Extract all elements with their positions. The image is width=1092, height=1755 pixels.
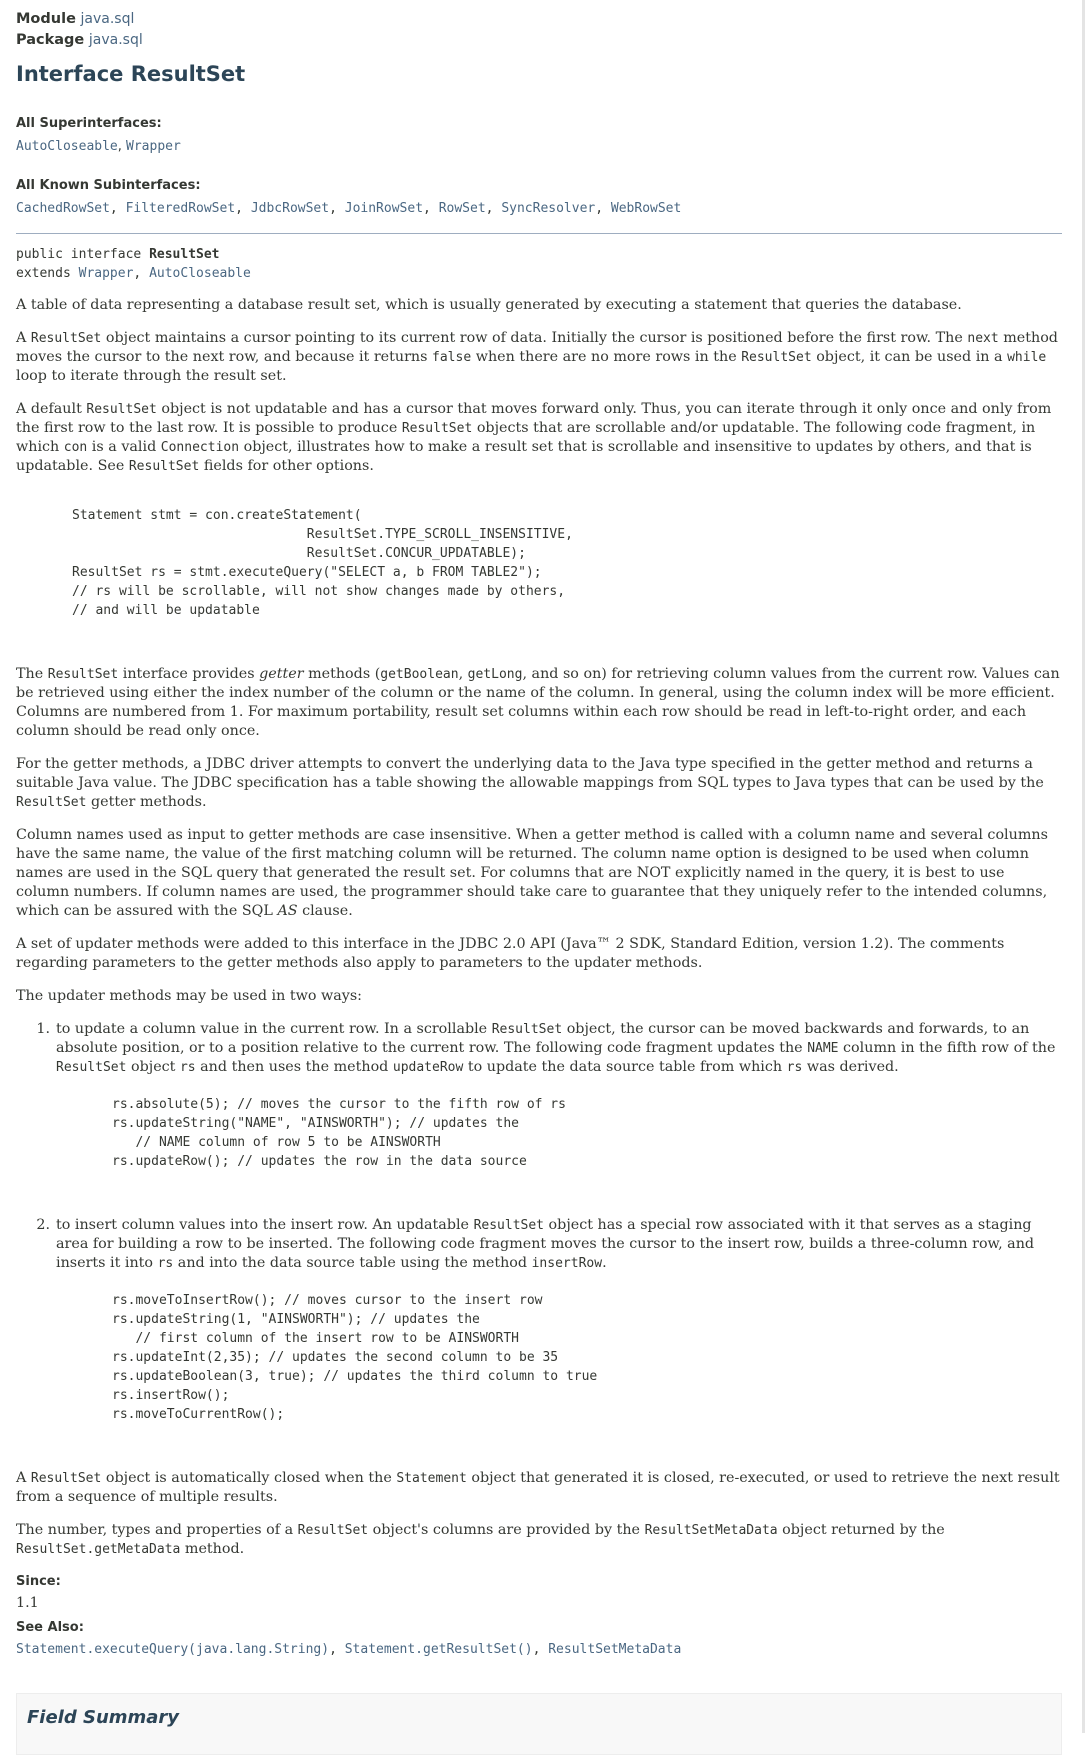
since-block — [16, 1573, 1062, 1613]
subinterfaces-list: CachedRowSet, FilteredRowSet, JdbcRowSet, JoinRowSet, RowSet, SyncResolver, WebRowSet — [16, 201, 682, 216]
extends-link[interactable]: Wrapper — [78, 266, 134, 281]
subinterface-link[interactable]: FilteredRowSet — [125, 201, 236, 216]
list-item-number: 2. — [36, 1217, 50, 1233]
see-also-link[interactable]: ResultSetMetaData — [548, 1642, 682, 1657]
superinterfaces-block — [16, 115, 1062, 157]
description-paragraph: The number, types and properties of a ResultSet object's columns are provided by the ResultSetMetaData object returned by the ResultSet.getMetaData method. — [16, 1522, 945, 1557]
subinterface-link[interactable]: JoinRowSet — [344, 201, 424, 216]
code-example: rs.moveToInsertRow(); // moves cursor to the insert row rs.updateString(1, "AINSWORTH"); // updates the // first column of the insert row to be AINSWORTH rs.updateInt(2,35); // updates the second column to be 35 rs.updateBoolean(3, true); // updates the third column to true rs.insertRow(); rs.moveToCurrentRow(); — [112, 1293, 598, 1422]
see-also-link[interactable]: Statement.getResultSet() — [344, 1642, 533, 1657]
list-item-number: 1. — [36, 1021, 50, 1037]
subinterfaces-label: All Known Subinterfaces: — [16, 178, 201, 193]
field-summary-section — [16, 1693, 1062, 1755]
description-paragraph: A set of updater methods were added to this interface in the JDBC 2.0 API (Java™ 2 SDK, Standard Edition, version 1.2). The comments regarding parameters to the getter methods also apply to parameters to the updater methods. — [16, 936, 1005, 971]
field-summary-heading: Field Summary — [27, 1707, 180, 1728]
updater-usage-list — [16, 1020, 1062, 1424]
package-line — [16, 30, 1062, 51]
package-link[interactable]: java.sql — [88, 32, 143, 48]
module-link[interactable]: java.sql — [80, 11, 135, 27]
superinterface-link[interactable]: Wrapper — [126, 139, 181, 154]
see-also-label: See Also: — [16, 1620, 84, 1635]
description-paragraph: A ResultSet object is automatically closed when the Statement object that generated it is closed, re-executed, or used to retrieve the next result from a sequence of multiple results. — [16, 1470, 1060, 1505]
signature-modifiers: public interface — [16, 247, 150, 262]
list-item-text: to update a column value in the current row. In a scrollable ResultSet object, the cursor can be moved backwards and forwards, to an absolute position, or to a position relative to the current row. The following code fragment updates the NAME column in the fifth row of the ResultSet object rs and then uses the method updateRow to update the data source table from which rs was derived. — [56, 1021, 1056, 1075]
see-also-link[interactable]: Statement.executeQuery(java.lang.String) — [16, 1642, 330, 1657]
subinterfaces-block — [16, 177, 1062, 219]
header-divider — [16, 233, 1062, 234]
since-label: Since: — [16, 1574, 61, 1589]
description-paragraph: Column names used as input to getter methods are case insensitive. When a getter method is called with a column name and several columns have the same name, the value of the first matching column will be returned. The column name option is designed to be used when column names are used in the SQL query that generated the result set. For columns that are NOT explicitly named in the query, it is best to use column numbers. If column names are used, the programmer should take care to guarantee that they uniquely refer to the intended columns, which can be assured with the SQL AS clause. — [16, 827, 1048, 919]
module-line — [16, 9, 1062, 30]
class-description — [16, 9, 1062, 1660]
package-label: Package — [16, 32, 85, 48]
list-item — [16, 1020, 1062, 1171]
superinterface-link[interactable]: AutoCloseable — [16, 139, 118, 154]
description-paragraph: A default ResultSet object is not updatable and has a cursor that moves forward only. Thus, you can iterate through it only once and only from the first row to the last row. It is possible to produce ResultSet objects that are scrollable and/or updatable. The following code fragment, in which con is a valid Connection object, illustrates how to make a result set that is scrollable and insensitive to updates by others, and that is updatable. See ResultSet fields for other options. — [16, 401, 1052, 474]
list-item — [16, 1216, 1062, 1424]
description-paragraph: The ResultSet interface provides getter methods (getBoolean, getLong, and so on) for retrieving column values from the current row. Values can be retrieved using either the index number of the column or the name of the column. In general, using the column index will be more efficient. Columns are numbered from 1. For maximum portability, result set columns within each row should be read in left-to-right order, and each column should be read only once. — [16, 666, 1060, 739]
see-also-list: Statement.executeQuery(java.lang.String), Statement.getResultSet(), ResultSetMetaData — [16, 1642, 682, 1657]
subinterface-link[interactable]: SyncResolver — [501, 201, 596, 216]
code-example: Statement stmt = con.createStatement( ResultSet.TYPE_SCROLL_INSENSITIVE, ResultSet.CONCUR_UPDATABLE); ResultSet rs = stmt.executeQuery("SELECT a, b FROM TABLE2"); // rs will be scrollable, will not show changes made by others, // and will be updatable — [72, 508, 573, 618]
subinterface-link[interactable]: JdbcRowSet — [250, 201, 330, 216]
module-label: Module — [16, 11, 76, 27]
subinterface-link[interactable]: CachedRowSet — [16, 201, 110, 216]
extends-link[interactable]: AutoCloseable — [149, 266, 251, 281]
signature-type-name: ResultSet — [149, 247, 220, 262]
list-item-text: to insert column values into the insert row. An updatable ResultSet object has a special row associated with it that serves as a staging area for building a row to be inserted. The following code fragment moves the cursor to the insert row, builds a three-column row, and inserts it into rs and into the data source table using the method insertRow. — [56, 1217, 1035, 1271]
since-value: 1.1 — [16, 1595, 39, 1611]
superinterfaces-list: AutoCloseable, Wrapper — [16, 139, 181, 154]
superinterfaces-label: All Superinterfaces: — [16, 116, 162, 131]
description-paragraph: For the getter methods, a JDBC driver attempts to convert the underlying data to the Java type specified in the getter method and returns a suitable Java value. The JDBC specification has a table showing the allowable mappings from SQL types to Java types that can be used by the ResultSet getter methods. — [16, 756, 1044, 810]
description-paragraph: A table of data representing a database result set, which is usually generated by executing a statement that queries the database. — [16, 297, 962, 313]
subinterface-link[interactable]: RowSet — [438, 201, 486, 216]
type-signature: public interface ResultSet extends Wrapper, AutoCloseable — [16, 247, 251, 281]
description-paragraph: A ResultSet object maintains a cursor pointing to its current row of data. Initially the cursor is positioned before the first row. The next method moves the cursor to the next row, and because it returns false when there are no more rows in the ResultSet object, it can be used in a while loop to iterate through the result set. — [16, 330, 1058, 384]
subinterface-link[interactable]: WebRowSet — [610, 201, 682, 216]
code-example: rs.absolute(5); // moves the cursor to the fifth row of rs rs.updateString("NAME", "AINSWORTH"); // updates the // NAME column of row 5 to be AINSWORTH rs.updateRow(); // updates the row in the data source — [112, 1097, 566, 1169]
description-paragraph: The updater methods may be used in two ways: — [16, 988, 362, 1004]
see-also-block — [16, 1619, 1062, 1660]
signature-extends: extends — [16, 266, 79, 281]
page-title: Interface ResultSet — [16, 62, 246, 86]
